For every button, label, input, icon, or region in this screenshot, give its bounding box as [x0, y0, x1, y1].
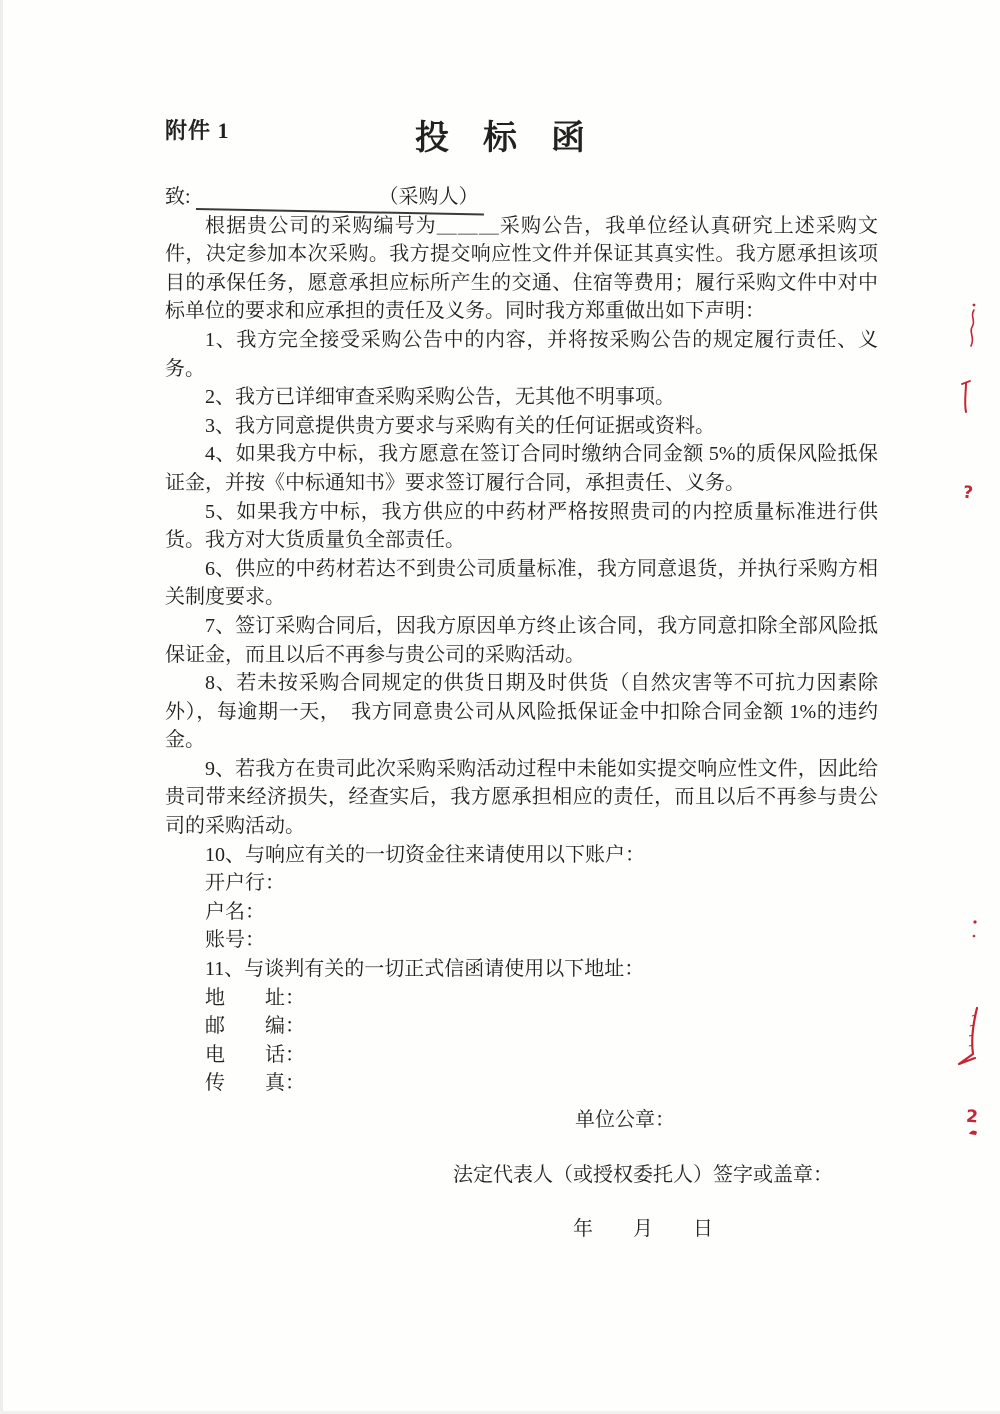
red-question-mark-artifact: ?	[962, 482, 974, 504]
salutation-prefix: 致:	[165, 186, 191, 208]
page-title: 投 标 函	[415, 120, 585, 157]
fax-label: 传 真：	[205, 1072, 305, 1095]
salutation-line	[165, 183, 878, 212]
paragraph-item-8: 8、若未按采购合同规定的供货日期及时供货（自然灾害等不可抗力因素除外），每逾期一天， 我方同意贵公司从风险抵保证金中扣除合同金额 1%的违约金。	[165, 672, 878, 752]
signature-line: 法定代表人（或授权委托人）签字或盖章：	[453, 1163, 833, 1186]
paragraph-item-11: 11、与谈判有关的一切正式信函请使用以下地址：	[205, 958, 645, 981]
attachment-label: 附件 1	[165, 118, 230, 143]
seal-line: 单位公章：	[575, 1109, 675, 1131]
red-signature-stroke-artifact-icon	[955, 1006, 981, 1070]
scan-edge-left	[0, 0, 3, 1414]
paragraph-item-10: 10、与响应有关的一切资金往来请使用以下账户：	[205, 843, 645, 866]
red-two-mark-artifact: 2	[965, 1106, 979, 1128]
closing-block	[165, 1106, 878, 1244]
account-number-label: 账号：	[205, 929, 265, 952]
red-squiggle-artifact-icon	[966, 303, 978, 349]
paragraph-item-3: 3、我方同意提供贵方要求与采购有关的任何证据或资料。	[205, 414, 715, 437]
document-body	[165, 183, 878, 1244]
postcode-label: 邮 编：	[205, 1015, 305, 1038]
paragraph-item-4: 4、如果我方中标，我方愿意在签订合同时缴纳合同金额 5%的质保风险抵保证金，并按《中标通知书》要求签订履行合同，承担责任、义务。	[165, 443, 878, 494]
phone-label: 电 话：	[205, 1043, 305, 1066]
recipient-hint: （采购人）	[378, 186, 479, 208]
account-name-label: 户名：	[205, 900, 265, 923]
paragraph-intro: 根据贵公司的采购编号为＿＿＿采购公告，我单位经认真研究上述采购文件，决定参加本次采购。我方提交响应性文件并保证其真实性。我方愿承担该项目的承保任务，愿意承担应标所产生的交通、住宿等费用；履行采购文件中对中标单位的要求和应承担的责任及义务。同时我方郑重做出如下声明：	[165, 214, 878, 323]
bank-name-label: 开户行：	[205, 872, 285, 895]
red-small-mark-artifact-icon	[968, 1128, 978, 1136]
date-line: 年 月 日	[573, 1218, 713, 1241]
paragraph-item-6: 6、供应的中药材若达不到贵公司质量标准，我方同意退货，并执行采购方相关制度要求。	[165, 557, 878, 609]
red-stroke-artifact-icon	[959, 380, 973, 414]
paragraph-item-2: 2、我方已详细审查采购采购公告，无其他不明事项。	[205, 386, 675, 409]
paragraph-item-7: 7、签订采购合同后，因我方原因单方终止该合同，我方同意扣除全部风险抵保证金，而且以后不再参与贵公司的采购活动。	[165, 614, 878, 666]
address-label: 地 址：	[205, 986, 305, 1009]
red-dots-artifact-icon	[971, 920, 979, 940]
paragraph-item-1: 1、我方完全接受采购公告中的内容，并将按采购公告的规定履行责任、义务。	[165, 328, 878, 380]
paragraph-item-5: 5、如果我方中标，我方供应的中药材严格按照贵司的内控质量标准进行供货。我方对大货质量负全部责任。	[165, 500, 878, 552]
paragraph-item-9: 9、若我方在贵司此次采购采购活动过程中未能如实提交响应性文件，因此给贵司带来经济损失，经查实后，我方愿承担相应的责任，而且以后不再参与贵公司的采购活动。	[165, 757, 878, 838]
